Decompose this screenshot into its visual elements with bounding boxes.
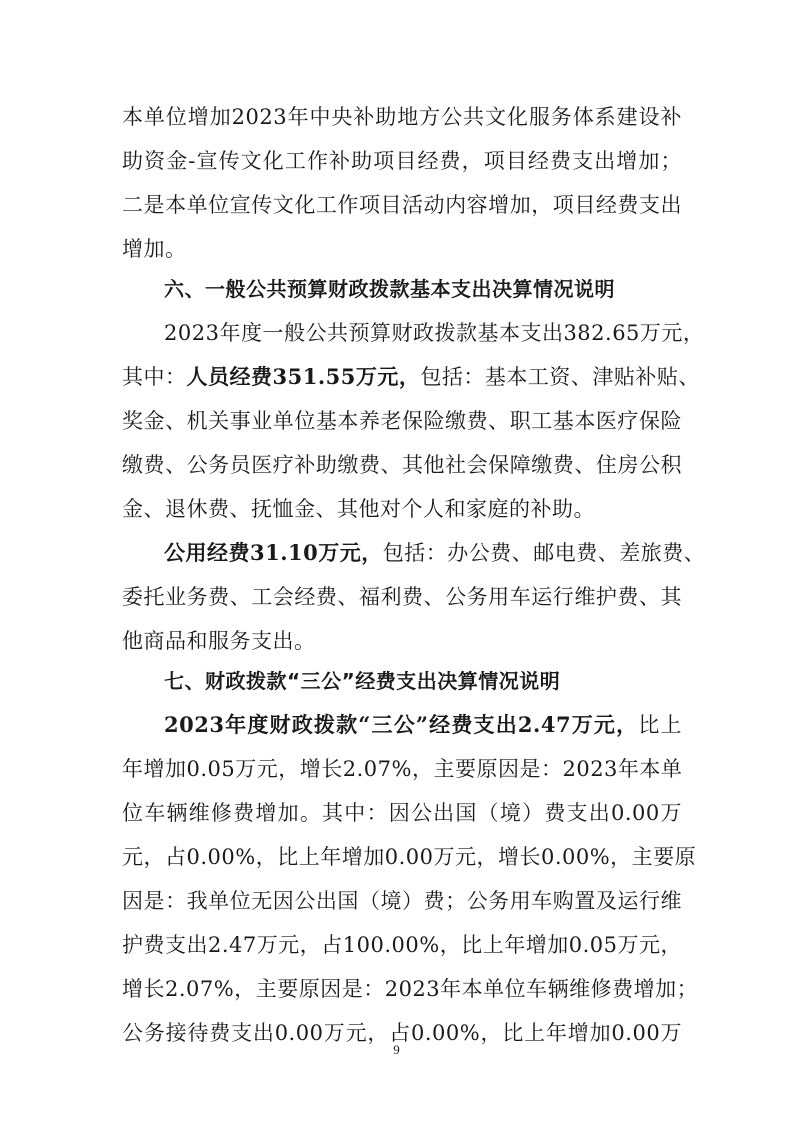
- body-line: 2023年度一般公共预算财政拨款基本支出382.65万元，: [164, 321, 705, 345]
- body-line: 元，占0.00%，比上年增加0.00万元，增长0.00%，主要原: [122, 845, 697, 869]
- text-run: 其中：: [122, 365, 187, 389]
- body-line: 增加。: [122, 237, 187, 261]
- body-line-mixed: [164, 712, 682, 738]
- section-heading-7: 七、财政拨款“三公”经费支出决算情况说明: [164, 669, 561, 693]
- body-line: 位车辆维修费增加。其中：因公出国（境）费支出0.00万: [122, 801, 682, 825]
- body-line: 奖金、机关事业单位基本养老保险缴费、职工基本医疗保险: [122, 409, 682, 433]
- body-line: 因是：我单位无因公出国（境）费；公务用车购置及运行维: [122, 889, 682, 913]
- body-line: 委托业务费、工会经费、福利费、公务用车运行维护费、其: [122, 585, 682, 609]
- body-line: 年增加0.05万元，增长2.07%，主要原因是：2023年本单: [122, 757, 683, 781]
- body-line: 护费支出2.47万元，占100.00%，比上年增加0.05万元，: [122, 933, 682, 957]
- bold-text-run: 人员经费351.55万元，: [186, 364, 421, 389]
- section-heading-6: 六、一般公共预算财政拨款基本支出决算情况说明: [164, 277, 615, 301]
- page-number: 9: [393, 1042, 400, 1057]
- bold-text-run: 公用经费31.10万元，: [164, 540, 383, 565]
- body-line-mixed: [122, 364, 700, 390]
- body-line: 金、退休费、抚恤金、其他对个人和家庭的补助。: [122, 497, 595, 521]
- body-line: 助资金-宣传文化工作补助项目经费，项目经费支出增加；: [122, 149, 682, 173]
- text-run: 比上: [638, 713, 682, 737]
- text-run: 包括：办公费、邮电费、差旅费、: [382, 541, 706, 565]
- body-line: 缴费、公务员医疗补助缴费、其他社会保障缴费、住房公积: [122, 453, 682, 477]
- body-line: 二是本单位宣传文化工作项目活动内容增加，项目经费支出: [122, 193, 682, 217]
- body-line: 他商品和服务支出。: [122, 629, 316, 653]
- bold-text-run: 2023年度财政拨款“三公”经费支出2.47万元，: [164, 712, 639, 737]
- body-line: 公务接待费支出0.00万元，占0.00%，比上年增加0.00万: [122, 1021, 682, 1045]
- text-run: 包括：基本工资、津贴补贴、: [420, 365, 700, 389]
- body-line: 增长2.07%，主要原因是：2023年本单位车辆维修费增加；: [122, 977, 699, 1001]
- body-line: 本单位增加2023年中央补助地方公共文化服务体系建设补: [122, 105, 682, 129]
- body-line-mixed: [164, 540, 706, 566]
